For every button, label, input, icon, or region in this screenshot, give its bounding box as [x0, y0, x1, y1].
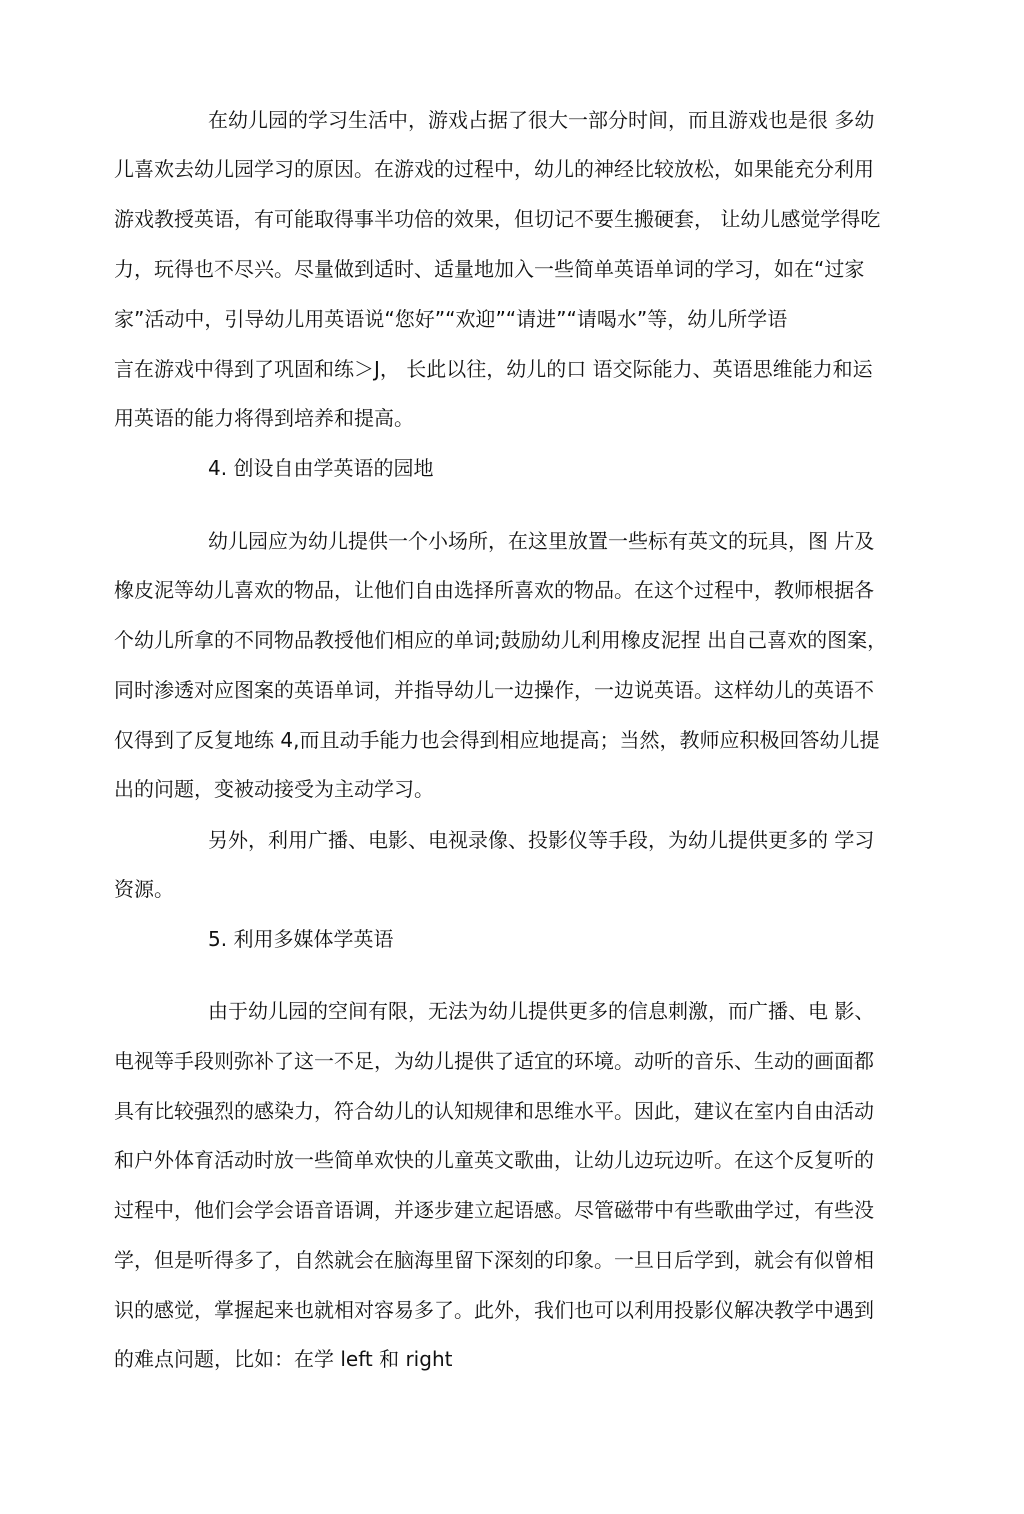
paragraph-4-line: 由于幼儿园的空间有限，无法为幼儿提供更多的信息刺激，而广播、电 影、 [208, 999, 875, 1023]
paragraph-3-line: 资源。 [114, 877, 174, 901]
paragraph-4-line: 具有比较强烈的感染力，符合幼儿的认知规律和思维水平。因此，建议在室内自由活动 [114, 1099, 874, 1123]
paragraph-4-line: 识的感觉，掌握起来也就相对容易多了。此外，我们也可以利用投影仪解决教学中遇到 [114, 1298, 874, 1322]
paragraph-4-line: 学，但是听得多了，自然就会在脑海里留下深刻的印象。一旦日后学到，就会有似曾相 [114, 1248, 874, 1272]
paragraph-2-line: 仅得到了反复地练 4,而且动手能力也会得到相应地提高；当然，教师应积极回答幼儿提 [114, 728, 880, 752]
paragraph-1-line: 言在游戏中得到了巩固和练＞J， 长此以往，幼儿的口 语交际能力、英语思维能力和运 [114, 357, 873, 381]
paragraph-2-line: 出的问题，变被动接受为主动学习。 [114, 777, 434, 801]
section-heading-5: 5. 利用多媒体学英语 [208, 927, 394, 951]
paragraph-1-line: 家”活动中，引导幼儿用英语说“您好”“欢迎”“请进”“请喝水”等，幼儿所学语 [114, 307, 788, 331]
paragraph-3-line: 另外，利用广播、电影、电视录像、投影仪等手段，为幼儿提供更多的 学习 [208, 828, 875, 852]
paragraph-2-line: 同时渗透对应图案的英语单词，并指导幼儿一边操作，一边说英语。这样幼儿的英语不 [114, 678, 874, 702]
paragraph-4-line: 电视等手段则弥补了这一不足，为幼儿提供了适宜的环境。动听的音乐、生动的画面都 [114, 1049, 874, 1073]
paragraph-2-line: 橡皮泥等幼儿喜欢的物品，让他们自由选择所喜欢的物品。在这个过程中，教师根据各 [114, 578, 874, 602]
paragraph-2-line: 幼儿园应为幼儿提供一个小场所，在这里放置一些标有英文的玩具，图 片及 [208, 529, 875, 553]
paragraph-4-line: 和户外体育活动时放一些简单欢快的儿童英文歌曲，让幼儿边玩边听。在这个反复听的 [114, 1148, 874, 1172]
paragraph-2-line: 个幼儿所拿的不同物品教授他们相应的单词;鼓励幼儿利用橡皮泥捏 出自己喜欢的图案， [114, 628, 888, 652]
section-heading-4: 4. 创设自由学英语的园地 [208, 456, 434, 480]
paragraph-1-line: 用英语的能力将得到培养和提高。 [114, 406, 414, 430]
paragraph-1-line: 在幼儿园的学习生活中，游戏占据了很大一部分时间，而且游戏也是很 多幼 [208, 108, 875, 132]
paragraph-1-line: 游戏教授英语，有可能取得事半功倍的效果，但切记不要生搬硬套， 让幼儿感觉学得吃 [114, 207, 881, 231]
paragraph-1-line: 力，玩得也不尽兴。尽量做到适时、适量地加入一些简单英语单词的学习，如在“过家 [114, 257, 865, 281]
paragraph-4-line: 过程中，他们会学会语音语调，并逐步建立起语感。尽管磁带中有些歌曲学过，有些没 [114, 1198, 874, 1222]
paragraph-4-line: 的难点问题，比如：在学 left 和 right [114, 1347, 453, 1371]
paragraph-1-line: 儿喜欢去幼儿园学习的原因。在游戏的过程中，幼儿的神经比较放松，如果能充分利用 [114, 157, 874, 181]
